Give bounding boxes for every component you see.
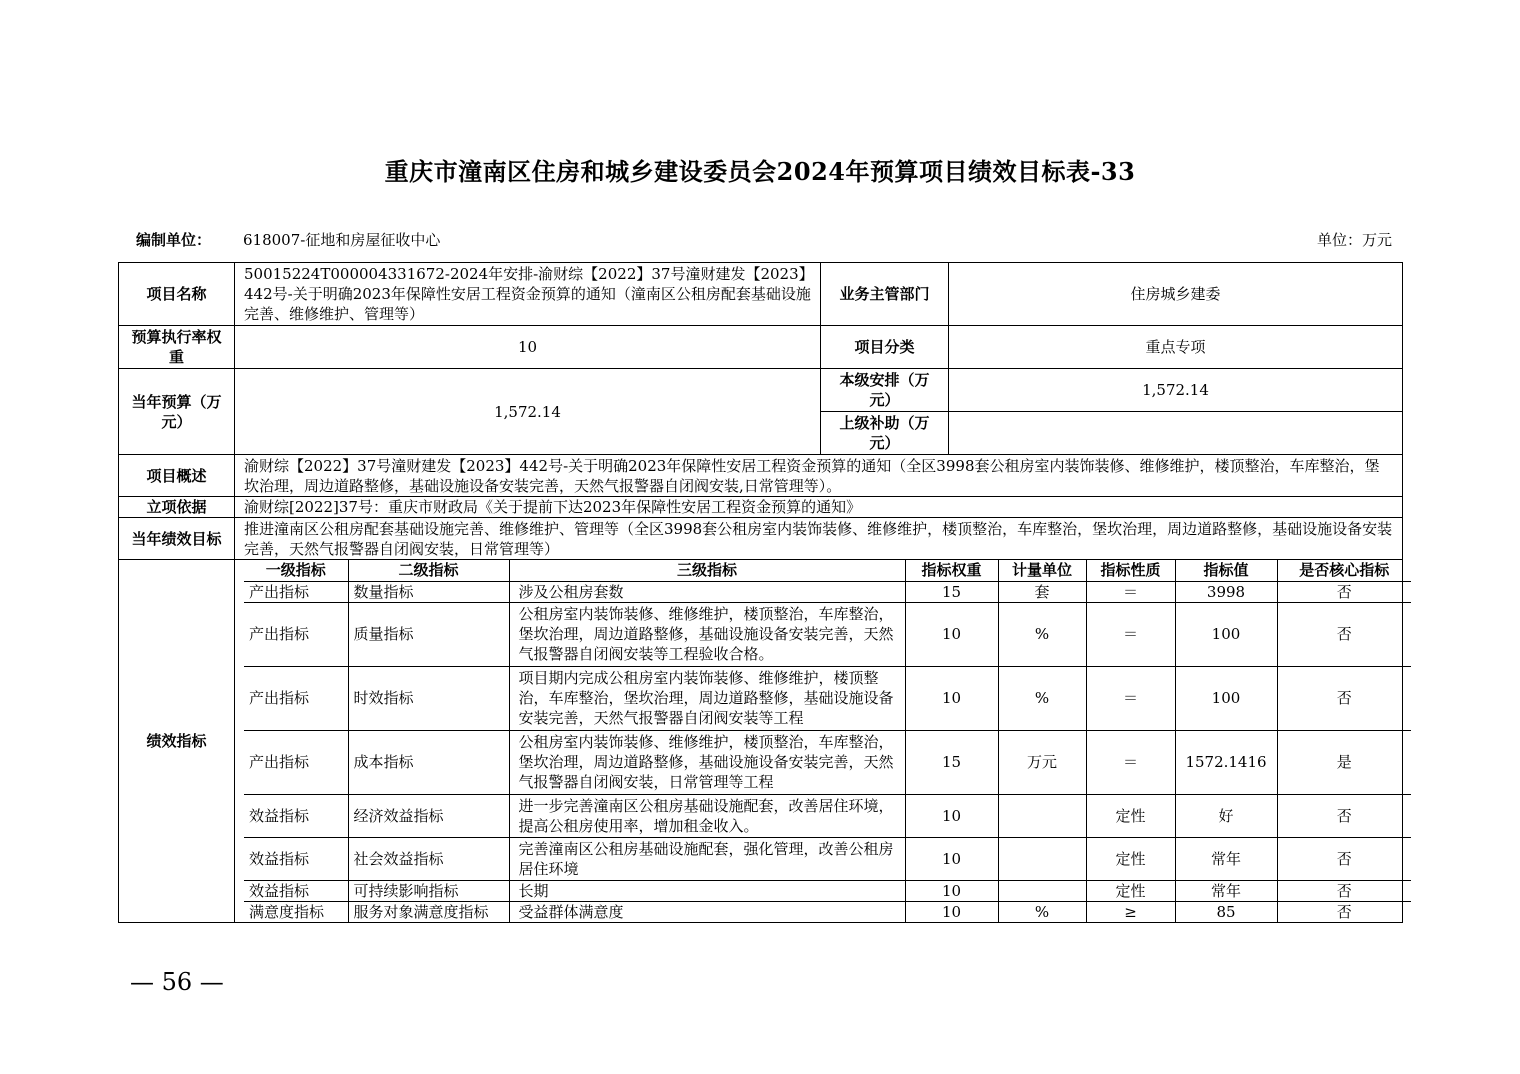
header-nature: 指标性质 [1086, 560, 1175, 581]
indicators-label: 绩效指标 [119, 560, 235, 923]
indicator-unit: 万元 [998, 730, 1086, 794]
indicator-value: 常年 [1175, 837, 1277, 880]
indicator-level3: 受益群体满意度 [509, 901, 905, 922]
weight-value: 10 [235, 326, 821, 369]
org-value: 618007-征地和房屋征收中心 [243, 231, 441, 249]
indicator-core: 否 [1277, 666, 1411, 730]
indicator-row [244, 602, 1411, 666]
indicator-value: 常年 [1175, 880, 1277, 901]
indicator-level1: 满意度指标 [244, 901, 348, 922]
indicator-nature: ＝ [1086, 730, 1175, 794]
upper-value [949, 412, 1403, 455]
indicator-level1: 效益指标 [244, 880, 348, 901]
indicator-level2: 服务对象满意度指标 [348, 901, 509, 922]
indicator-level1: 产出指标 [244, 581, 348, 602]
indicator-level3: 涉及公租房套数 [509, 581, 905, 602]
basis-label: 立项依据 [119, 497, 235, 518]
indicator-nature: ＝ [1086, 602, 1175, 666]
indicator-weight: 10 [905, 794, 998, 837]
indicator-weight: 15 [905, 730, 998, 794]
indicator-nature: 定性 [1086, 794, 1175, 837]
indicator-level3: 长期 [509, 880, 905, 901]
performance-table [118, 262, 1403, 923]
overview-value: 渝财综【2022】37号潼财建发【2023】442号-关于明确2023年保障性安居工程资金预算的通知（全区3998套公租房室内装饰装修、维修维护，楼顶整治，车库整治，堡坎治理，周边道路整修，基础设施设备安装完善，天然气报警器自闭阀安装,日常管理等）。 [235, 455, 1403, 497]
local-value: 1,572.14 [949, 369, 1403, 412]
indicator-row [244, 794, 1411, 837]
category-label: 项目分类 [821, 326, 949, 369]
indicator-core: 是 [1277, 730, 1411, 794]
indicator-weight: 10 [905, 666, 998, 730]
indicator-value: 1572.1416 [1175, 730, 1277, 794]
indicator-core: 否 [1277, 602, 1411, 666]
indicator-level1: 产出指标 [244, 666, 348, 730]
indicator-nature: 定性 [1086, 880, 1175, 901]
category-value: 重点专项 [949, 326, 1403, 369]
indicator-unit: 套 [998, 581, 1086, 602]
indicator-level1: 产出指标 [244, 602, 348, 666]
indicator-nature: ＝ [1086, 581, 1175, 602]
indicator-level2: 社会效益指标 [348, 837, 509, 880]
indicator-level3: 项目期内完成公租房室内装饰装修、维修维护，楼顶整治，车库整治，堡坎治理，周边道路整修，基础设施设备安装完善，天然气报警器自闭阀安装等工程 [509, 666, 905, 730]
unit-label: 单位：万元 [1316, 231, 1392, 249]
indicator-level2: 成本指标 [348, 730, 509, 794]
indicator-core: 否 [1277, 837, 1411, 880]
indicator-level2: 可持续影响指标 [348, 880, 509, 901]
indicator-core: 否 [1277, 880, 1411, 901]
header-l1: 一级指标 [244, 560, 348, 581]
page-number: — 56 — [130, 968, 224, 996]
indicators-body [244, 560, 1411, 922]
indicator-weight: 10 [905, 901, 998, 922]
indicator-nature: 定性 [1086, 837, 1175, 880]
indicator-nature: ≥ [1086, 901, 1175, 922]
upper-label: 上级补助（万元） [821, 412, 949, 455]
indicator-level2: 数量指标 [348, 581, 509, 602]
indicator-unit: % [998, 901, 1086, 922]
project-name-value: 50015224T000004331672-2024年安排-渝财综【2022】37号潼财建发【2023】442号-关于明确2023年保障性安居工程资金预算的通知（潼南区公租房配套基础设施完善、维修维护、管理等） [235, 263, 821, 326]
indicator-level1: 效益指标 [244, 794, 348, 837]
indicator-row [244, 581, 1411, 602]
indicator-nature: ＝ [1086, 666, 1175, 730]
indicator-row [244, 666, 1411, 730]
indicator-level3: 公租房室内装饰装修、维修维护，楼顶整治，车库整治，堡坎治理，周边道路整修，基础设施设备安装完善，天然气报警器自闭阀安装，日常管理等工程 [509, 730, 905, 794]
indicator-value: 3998 [1175, 581, 1277, 602]
indicator-unit: % [998, 602, 1086, 666]
indicator-row [244, 730, 1411, 794]
indicator-value: 85 [1175, 901, 1277, 922]
header-l2: 二级指标 [348, 560, 509, 581]
org-label: 编制单位： [136, 231, 212, 249]
indicator-core: 否 [1277, 581, 1411, 602]
indicator-level2: 经济效益指标 [348, 794, 509, 837]
indicator-row [244, 880, 1411, 901]
project-name-label: 项目名称 [119, 263, 235, 326]
basis-value: 渝财综[2022]37号：重庆市财政局《关于提前下达2023年保障性安居工程资金预算的通知》 [235, 497, 1403, 518]
indicator-level2: 质量指标 [348, 602, 509, 666]
indicator-row [244, 901, 1411, 922]
local-label: 本级安排（万元） [821, 369, 949, 412]
overview-label: 项目概述 [119, 455, 235, 497]
goal-value: 推进潼南区公租房配套基础设施完善、维修维护、管理等（全区3998套公租房室内装饰装修、维修维护，楼顶整治，车库整治，堡坎治理，周边道路整修，基础设施设备安装完善，天然气报警器自闭阀安装，日常管理等） [235, 518, 1403, 560]
indicator-unit [998, 880, 1086, 901]
indicator-core: 否 [1277, 901, 1411, 922]
indicator-core: 否 [1277, 794, 1411, 837]
indicator-level3: 完善潼南区公租房基础设施配套，强化管理，改善公租房居住环境 [509, 837, 905, 880]
indicator-value: 好 [1175, 794, 1277, 837]
indicators-table [244, 560, 1411, 922]
indicator-weight: 10 [905, 880, 998, 901]
header-weight: 指标权重 [905, 560, 998, 581]
weight-label: 预算执行率权重 [119, 326, 235, 369]
indicator-value: 100 [1175, 666, 1277, 730]
indicator-level1: 效益指标 [244, 837, 348, 880]
indicator-unit [998, 794, 1086, 837]
indicators-header-row [244, 560, 1411, 581]
indicator-unit: % [998, 666, 1086, 730]
header-core: 是否核心指标 [1277, 560, 1411, 581]
indicator-weight: 15 [905, 581, 998, 602]
indicator-level3: 进一步完善潼南区公租房基础设施配套，改善居住环境，提高公租房使用率，增加租金收入。 [509, 794, 905, 837]
indicator-value: 100 [1175, 602, 1277, 666]
indicator-unit [998, 837, 1086, 880]
indicator-weight: 10 [905, 837, 998, 880]
budget-value: 1,572.14 [235, 369, 821, 455]
header-unit: 计量单位 [998, 560, 1086, 581]
dept-value: 住房城乡建委 [949, 263, 1403, 326]
header-l3: 三级指标 [509, 560, 905, 581]
header-value: 指标值 [1175, 560, 1277, 581]
indicator-level2: 时效指标 [348, 666, 509, 730]
page-title: 重庆市潼南区住房和城乡建设委员会2024年预算项目绩效目标表-33 [384, 157, 1136, 186]
indicator-level3: 公租房室内装饰装修、维修维护，楼顶整治，车库整治，堡坎治理，周边道路整修，基础设施设备安装完善，天然气报警器自闭阀安装等工程验收合格。 [509, 602, 905, 666]
indicator-level1: 产出指标 [244, 730, 348, 794]
indicator-weight: 10 [905, 602, 998, 666]
indicator-row [244, 837, 1411, 880]
budget-label: 当年预算（万元） [119, 369, 235, 455]
goal-label: 当年绩效目标 [119, 518, 235, 560]
indicators-cell [235, 560, 1403, 923]
dept-label: 业务主管部门 [821, 263, 949, 326]
